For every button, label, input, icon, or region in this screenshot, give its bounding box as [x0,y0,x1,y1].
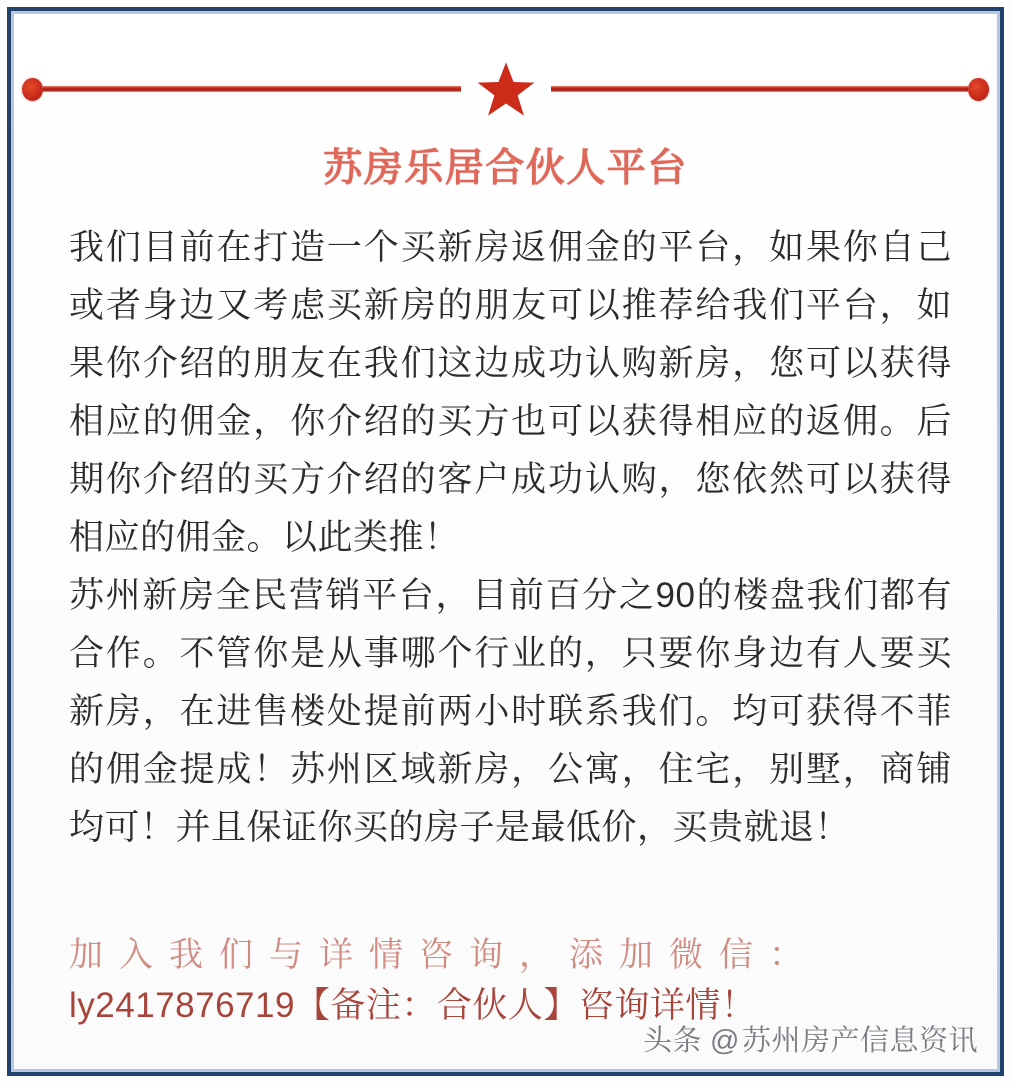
divider-line-left [43,86,461,92]
red-dot-icon-left [22,78,43,101]
cta-block [69,929,952,1031]
page-title: 苏房乐居合伙人平台 [323,147,688,190]
footer-watermark [643,1024,978,1058]
cta-wechat-id: ly2417876719【备注：合伙人】咨询详情！ [69,986,757,1025]
divider-line-right [551,86,969,92]
poster-frame [7,7,1004,1076]
watermark-at-symbol: @ [710,1025,740,1057]
cta-contact-prompt: 加入我们与详情咨询，添加微信： [69,936,819,974]
paragraph-1: 我们目前在打造一个买新房返佣金的平台，如果你自己或者身边又考虑买新房的朋友可以推荐给我们平台，如果你介绍的朋友在我们这边成功认购新房，您可以获得相应的佣金，你介绍的买方也可以获得相应的返佣。后期你介绍的买方介绍的客户成功认购，您依然可以获得相应的佣金。以此类推！ [69,228,952,557]
red-dot-icon-right [968,78,989,101]
star-divider [11,61,1000,117]
red-star-icon [477,61,535,117]
watermark-account: 苏州房产信息资讯 [741,1025,978,1057]
body-content [69,219,952,857]
watermark-platform: 头条 [643,1025,703,1057]
star-icon-wrap [469,61,543,117]
paragraph-2: 苏州新房全民营销平台，目前百分之90的楼盘我们都有合作。不管你是从事哪个行业的，只要你身边有人要买新房，在进售楼处提前两小时联系我们。均可获得不菲的佣金提成！苏州区域新房，公寓，住宅，别墅，商铺均可！并且保证你买的房子是最低价，买贵就退！ [69,576,952,847]
